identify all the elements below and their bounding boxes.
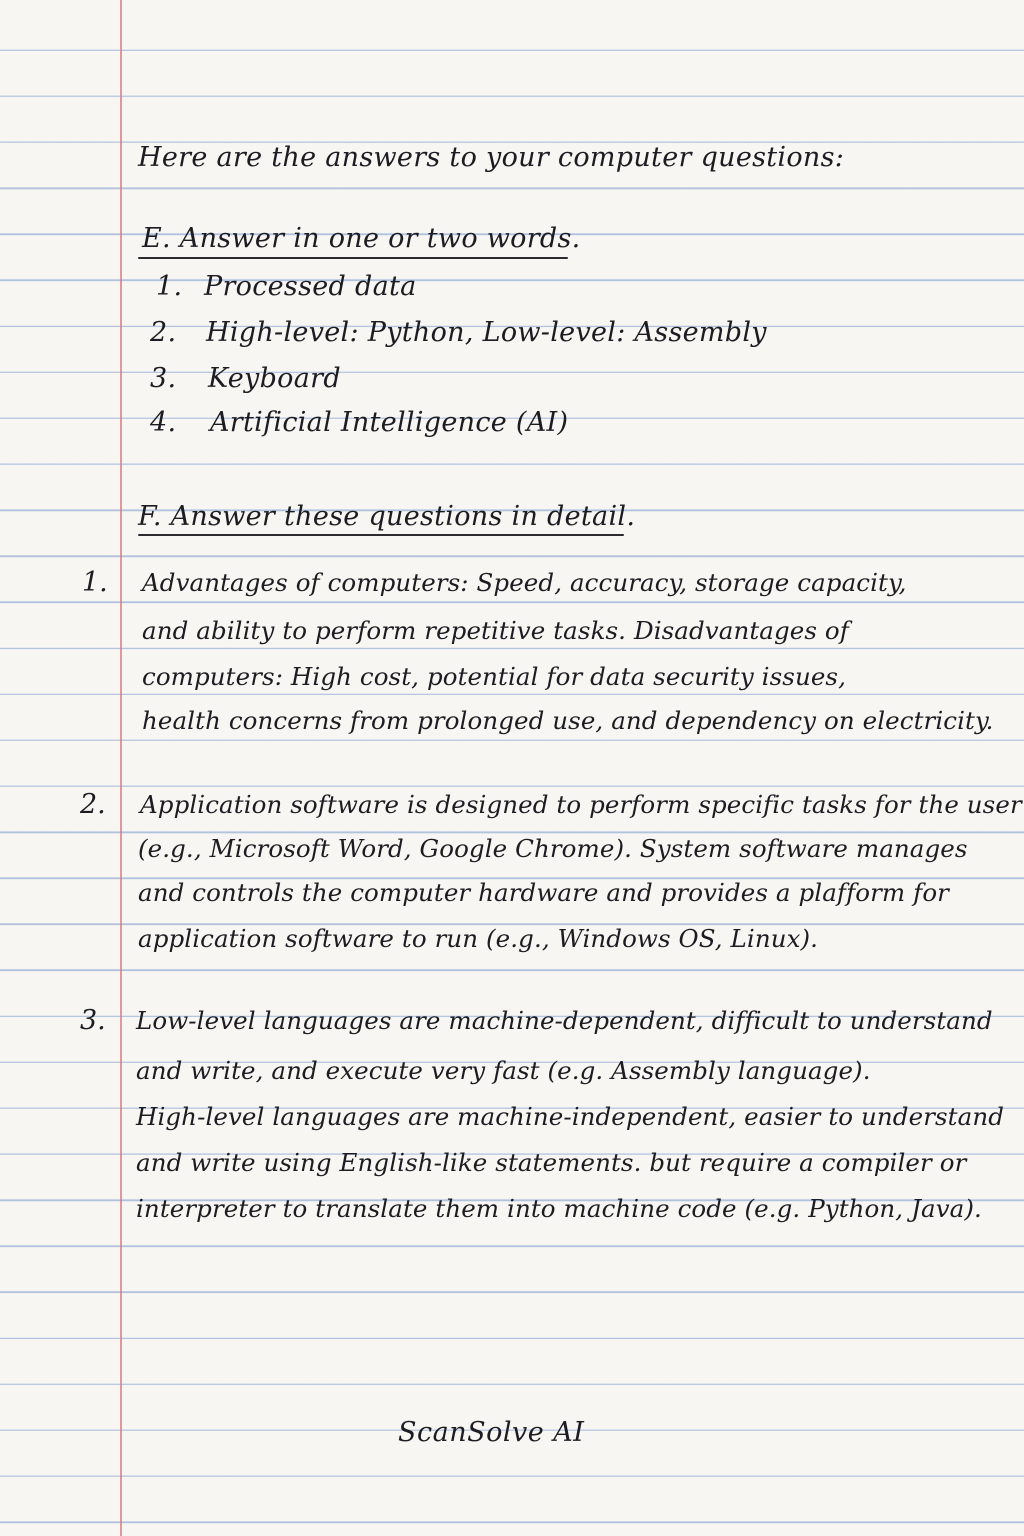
answer-line: High-level languages are machine-independent, easier to understand [136,1102,1004,1131]
intro-text: Here are the answers to your computer questions: [138,142,845,173]
answer-line: computers: High cost, potential for data security issues, [142,662,846,691]
section-e-underline [138,257,568,259]
short-answer-text: Processed data [204,271,417,302]
answer-line: and write using English-like statements. but require a compiler or [136,1148,967,1177]
answer-line: (e.g., Microsoft Word, Google Chrome). System software manages [138,834,968,863]
answer-number: 3. [80,1005,106,1036]
brand-signature: ScanSolve AI [398,1417,585,1448]
short-answer-text: Keyboard [208,363,341,394]
answer-line: Application software is designed to perform specific tasks for the user [140,790,1022,819]
short-answer-text: High-level: Python, Low-level: Assembly [206,317,767,348]
short-answer-num: 3. [150,363,177,394]
answer-line: application software to run (e.g., Windows OS, Linux). [138,924,819,953]
answer-line: interpreter to translate them into machine code (e.g. Python, Java). [136,1194,982,1223]
answer-line: and ability to perform repetitive tasks. Disadvantages of [142,616,849,645]
short-answer-num: 1. [156,271,183,302]
answer-line: and write, and execute very fast (e.g. Assembly language). [136,1056,871,1085]
answer-number: 1. [82,567,108,598]
answer-number: 2. [80,789,106,820]
margin-line [120,0,122,1536]
answer-line: Advantages of computers: Speed, accuracy, storage capacity, [142,568,907,597]
short-answer-text: Artificial Intelligence (AI) [210,407,569,438]
section-f-underline [138,534,624,536]
section-f-heading: F. Answer these questions in detail. [138,501,636,532]
section-e-heading: E. Answer in one or two words. [142,223,581,254]
short-answer-num: 2. [150,317,177,348]
short-answer-num: 4. [150,407,177,438]
answer-line: and controls the computer hardware and provides a plafform for [138,878,949,907]
answer-line: Low-level languages are machine-dependent, difficult to understand [136,1006,993,1035]
answer-line: health concerns from prolonged use, and dependency on electricity. [142,706,994,735]
